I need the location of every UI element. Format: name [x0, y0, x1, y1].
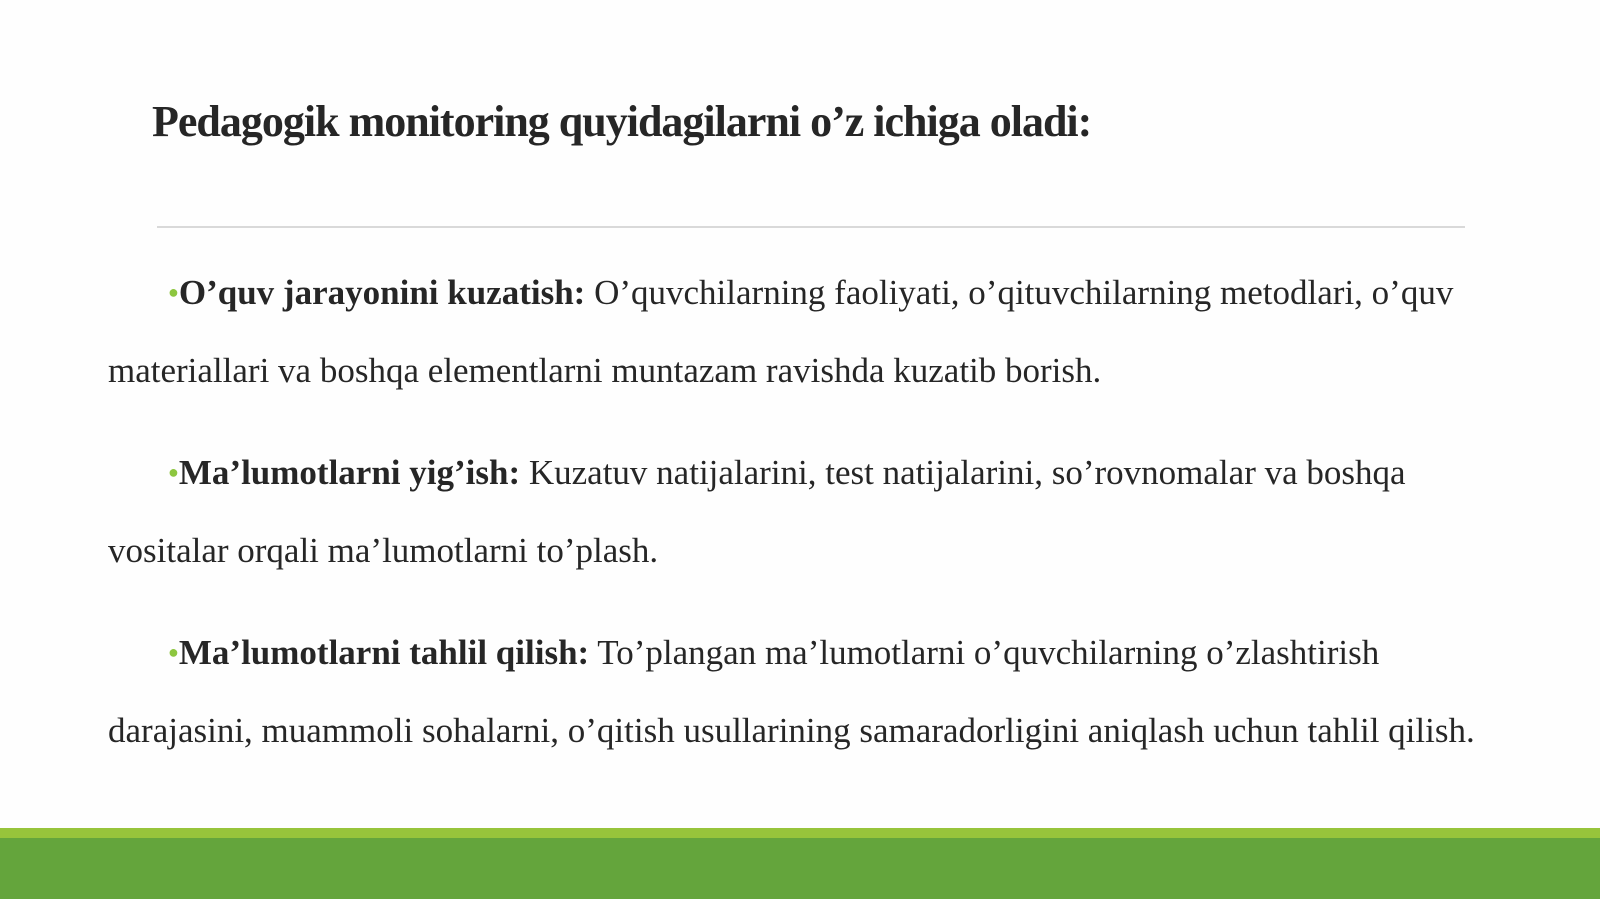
bullet-icon: ● [168, 462, 179, 482]
slide-title: Pedagogik monitoring quyidagilarni o’z ichiga oladi: [152, 97, 1092, 146]
list-item [108, 253, 1528, 410]
footer-stripe [0, 828, 1600, 838]
footer-band [0, 828, 1600, 899]
list-item [108, 613, 1528, 770]
bullet-icon: ● [168, 642, 179, 662]
title-divider [157, 226, 1465, 228]
item-term: Ma’lumotlarni tahlil qilish: [178, 633, 590, 672]
slide-content [108, 253, 1528, 793]
item-text: To’plangan ma’lumotlarni o’quvchilarning o’zlashtirish darajasini, muammoli sohalarni, o’qitish usullarining samaradorligini aniqlash uchun tahlil qilish. [108, 633, 1475, 750]
item-term: O’quv jarayonini kuzatish: [178, 273, 586, 312]
bullet-icon: ● [168, 282, 179, 302]
list-item [108, 433, 1528, 590]
item-text: Kuzatuv natijalarini, test natijalarini, so’rovnomalar va boshqa vositalar orqali ma’lumotlarni to’plash. [108, 453, 1406, 570]
item-term: Ma’lumotlarni yig’ish: [178, 453, 521, 492]
item-text: O’quvchilarning faoliyati, o’qituvchilarning metodlari, o’quv materiallari va boshqa elementlarni muntazam ravishda kuzatib borish. [108, 273, 1454, 390]
